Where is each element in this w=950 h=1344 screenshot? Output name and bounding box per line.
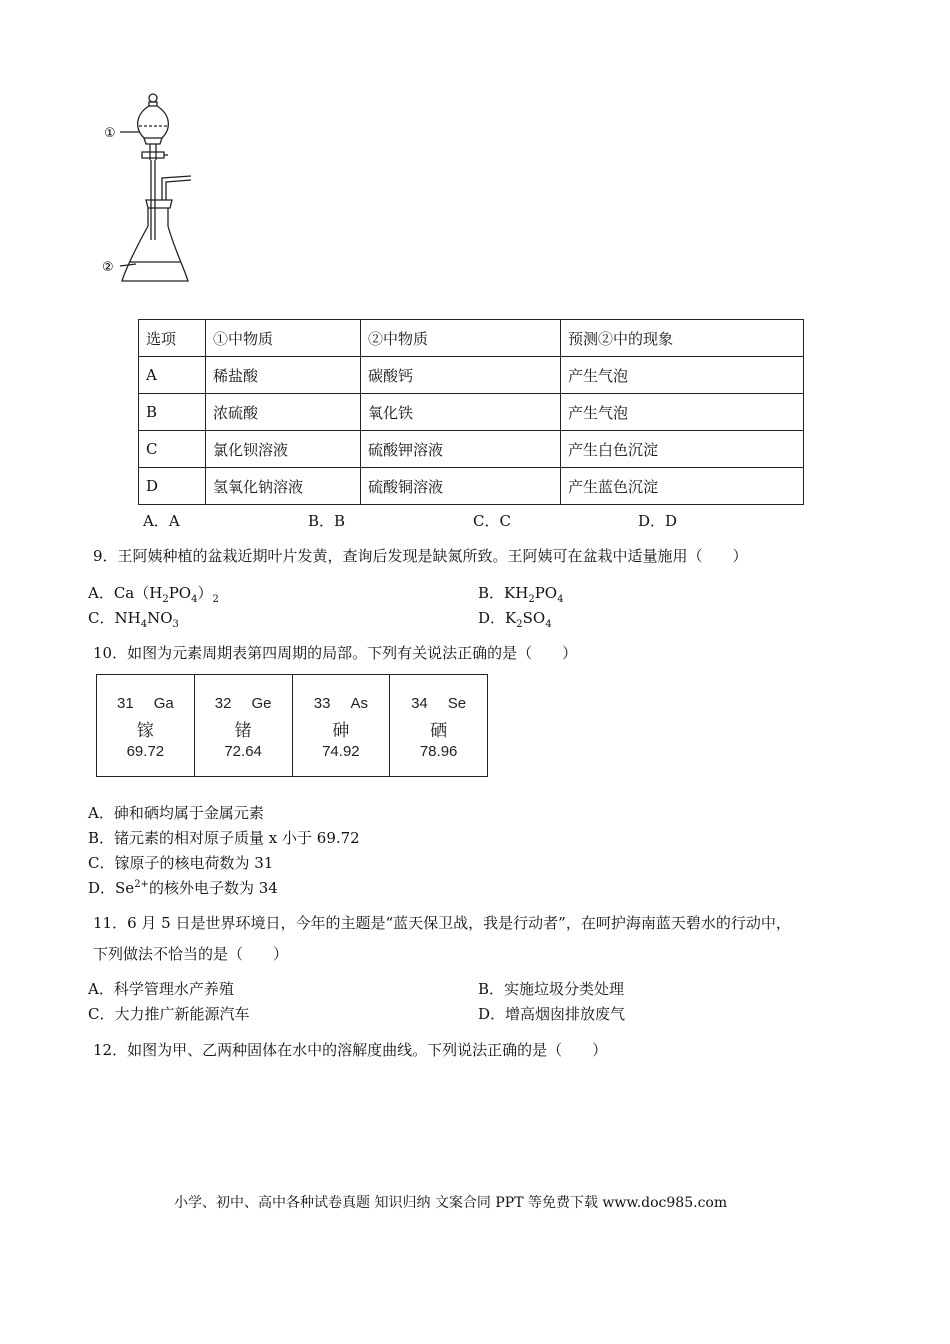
text-part: D．K <box>478 609 517 627</box>
q10-option-b: B．锗元素的相对原子质量 x 小于 69.72 <box>88 829 360 847</box>
subscript: 4 <box>545 619 552 630</box>
text-part: ） <box>197 584 213 602</box>
q9-option-a <box>88 582 219 605</box>
superscript: 2+ <box>134 879 149 890</box>
atomic-number: 33 <box>313 695 331 712</box>
table-cell: 硫酸铜溶液 <box>361 468 561 505</box>
text-part: D．Se <box>88 879 135 897</box>
label-one: ① <box>104 126 116 141</box>
q11-option-a: A．科学管理水产养殖 <box>88 980 234 998</box>
table-cell: 产生气泡 <box>561 357 804 394</box>
atomic-number: 32 <box>214 695 232 712</box>
apparatus-diagram <box>96 88 206 293</box>
table-cell: 稀盐酸 <box>206 357 361 394</box>
q10-option-d <box>88 877 278 898</box>
element-cell <box>97 675 195 776</box>
element-name: 砷 <box>332 721 350 741</box>
table-cell: C <box>139 431 206 468</box>
q9-option-d <box>478 607 552 630</box>
table-cell: 产生蓝色沉淀 <box>561 468 804 505</box>
table-cell: 硫酸钾溶液 <box>361 431 561 468</box>
table-row <box>139 320 804 357</box>
q11-stem-line1: 11．6 月 5 日是世界环境日，今年的主题是“蓝天保卫战，我是行动者”，在呵护海南蓝天碧水的行动中， <box>93 914 791 932</box>
q9-option-b <box>478 582 563 605</box>
q10-option-a: A．砷和硒均属于金属元素 <box>88 804 264 822</box>
q12-stem: 12．如图为甲、乙两种固体在水中的溶解度曲线。下列说法正确的是（ ） <box>93 1041 608 1059</box>
table-cell: A <box>139 357 206 394</box>
subscript: 4 <box>140 619 148 630</box>
table-cell: 产生白色沉淀 <box>561 431 804 468</box>
q8-option-c: C．C <box>473 512 511 530</box>
table-row <box>139 394 804 431</box>
subscript: 4 <box>191 594 198 605</box>
table-cell: 碳酸钙 <box>361 357 561 394</box>
table-cell: 预测②中的现象 <box>561 320 804 357</box>
text-part: C．NH <box>88 609 141 627</box>
q9-option-c <box>88 607 179 630</box>
subscript: 2 <box>516 619 523 630</box>
text-part: 的核外电子数为 34 <box>148 879 278 897</box>
q10-option-c: C．镓原子的核电荷数为 31 <box>88 854 274 872</box>
text-part: PO <box>168 584 192 602</box>
q11-stem-line2: 下列做法不恰当的是（ ） <box>93 945 289 963</box>
atomic-mass: 78.96 <box>419 743 458 760</box>
element-symbol: Ge <box>251 695 272 712</box>
subscript: 3 <box>172 619 179 630</box>
table-row <box>139 431 804 468</box>
q8-option-d: D．D <box>638 512 678 530</box>
q9-stem: 9．王阿姨种植的盆栽近期叶片发黄，查询后发现是缺氮所致。王阿姨可在盆栽中适量施用（ ） <box>93 547 748 565</box>
q11-option-d: D．增高烟囱排放废气 <box>478 1005 626 1023</box>
text-part: A．Ca（H <box>88 584 163 602</box>
element-cell <box>293 675 391 776</box>
table-cell: B <box>139 394 206 431</box>
subscript: 2 <box>528 594 535 605</box>
element-cell <box>390 675 487 776</box>
table-cell: 选项 <box>139 320 206 357</box>
q11-option-b: B．实施垃圾分类处理 <box>478 980 625 998</box>
page-footer: 小学、初中、高中各种试卷真题 知识归纳 文案合同 PPT 等免费下载 www.doc985.com <box>174 1195 728 1211</box>
table-cell: ①中物质 <box>206 320 361 357</box>
element-name: 锗 <box>234 721 252 741</box>
label-two: ② <box>102 260 114 275</box>
table-row <box>139 357 804 394</box>
table-row <box>139 468 804 505</box>
subscript: 4 <box>557 594 564 605</box>
text-part: NO <box>147 609 173 627</box>
subscript: 2 <box>162 594 169 605</box>
q8-option-a: A．A <box>143 512 180 530</box>
table-cell: 浓硫酸 <box>206 394 361 431</box>
element-symbol: Ga <box>153 695 174 712</box>
text-part: SO <box>522 609 546 627</box>
question8-table <box>138 319 804 505</box>
text-part: PO <box>534 584 558 602</box>
q10-stem: 10．如图为元素周期表第四周期的局部。下列有关说法正确的是（ ） <box>93 644 578 662</box>
table-cell: 氧化铁 <box>361 394 561 431</box>
table-cell: 产生气泡 <box>561 394 804 431</box>
element-cell <box>195 675 293 776</box>
q8-option-b: B．B <box>308 512 346 530</box>
atomic-mass: 74.92 <box>322 743 360 760</box>
atomic-mass: 69.72 <box>126 743 165 760</box>
atomic-number: 31 <box>117 695 134 712</box>
atomic-number: 34 <box>411 695 428 712</box>
periodic-table-excerpt <box>96 674 488 777</box>
subscript: 2 <box>212 594 219 605</box>
table-cell: ②中物质 <box>361 320 561 357</box>
element-symbol: As <box>350 695 368 712</box>
atomic-mass: 72.64 <box>224 743 262 760</box>
table-cell: D <box>139 468 206 505</box>
element-name: 硒 <box>430 721 448 741</box>
element-symbol: Se <box>447 695 467 712</box>
text-part: B．KH <box>478 584 529 602</box>
table-cell: 氢氧化钠溶液 <box>206 468 361 505</box>
table-cell: 氯化钡溶液 <box>206 431 361 468</box>
element-name: 镓 <box>136 721 154 741</box>
q11-option-c: C．大力推广新能源汽车 <box>88 1005 250 1023</box>
